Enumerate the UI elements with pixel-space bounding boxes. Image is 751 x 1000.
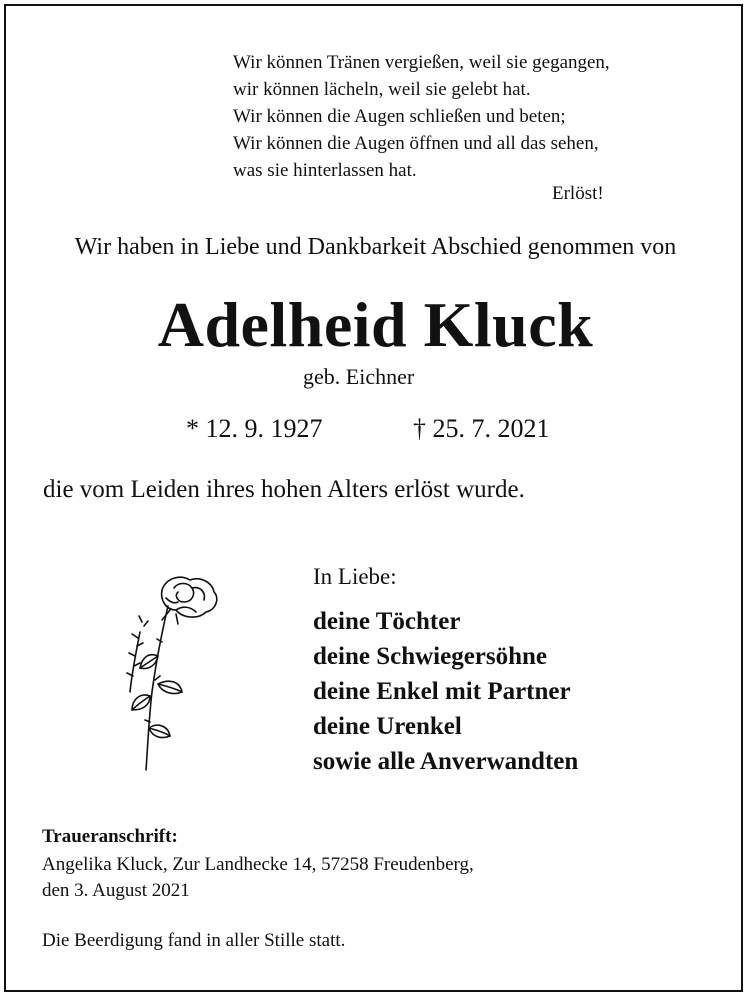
poem-line: wir können lächeln, weil sie gelebt hat. <box>233 79 531 100</box>
address-line: den 3. August 2021 <box>42 880 190 901</box>
address-block <box>42 852 474 904</box>
rose-icon <box>118 572 228 772</box>
address-heading: Traueranschrift: <box>42 826 178 847</box>
poem <box>233 49 610 184</box>
maiden-name: geb. Eichner <box>303 364 415 389</box>
mourners-list <box>313 604 578 779</box>
mourner-line: deine Töchter <box>313 608 461 635</box>
deceased-name: Adelheid Kluck <box>157 289 594 360</box>
funeral-note: Die Beerdigung fand in aller Stille statt. <box>42 930 346 951</box>
address-line: Angelika Kluck, Zur Landhecke 14, 57258 Freudenberg, <box>42 854 474 875</box>
mourner-line: sowie alle Anverwandten <box>313 748 579 775</box>
poem-signature: Erlöst! <box>552 183 604 204</box>
birth-date: * 12. 9. 1927 <box>186 414 323 443</box>
poem-line: was sie hinterlassen hat. <box>233 160 417 181</box>
intro-text: Wir haben in Liebe und Dankbarkeit Abschied genommen von <box>74 234 677 260</box>
description-text: die vom Leiden ihres hohen Alters erlöst wurde. <box>43 476 525 503</box>
death-date: † 25. 7. 2021 <box>413 414 550 443</box>
mourner-line: deine Enkel mit Partner <box>313 678 571 705</box>
mourners-header: In Liebe: <box>313 564 397 589</box>
mourner-line: deine Schwiegersöhne <box>313 643 548 670</box>
poem-line: Wir können Tränen vergießen, weil sie gegangen, <box>233 52 610 73</box>
poem-line: Wir können die Augen öffnen und all das sehen, <box>233 133 599 154</box>
poem-line: Wir können die Augen schließen und beten; <box>233 106 566 127</box>
mourner-line: deine Urenkel <box>313 713 462 740</box>
